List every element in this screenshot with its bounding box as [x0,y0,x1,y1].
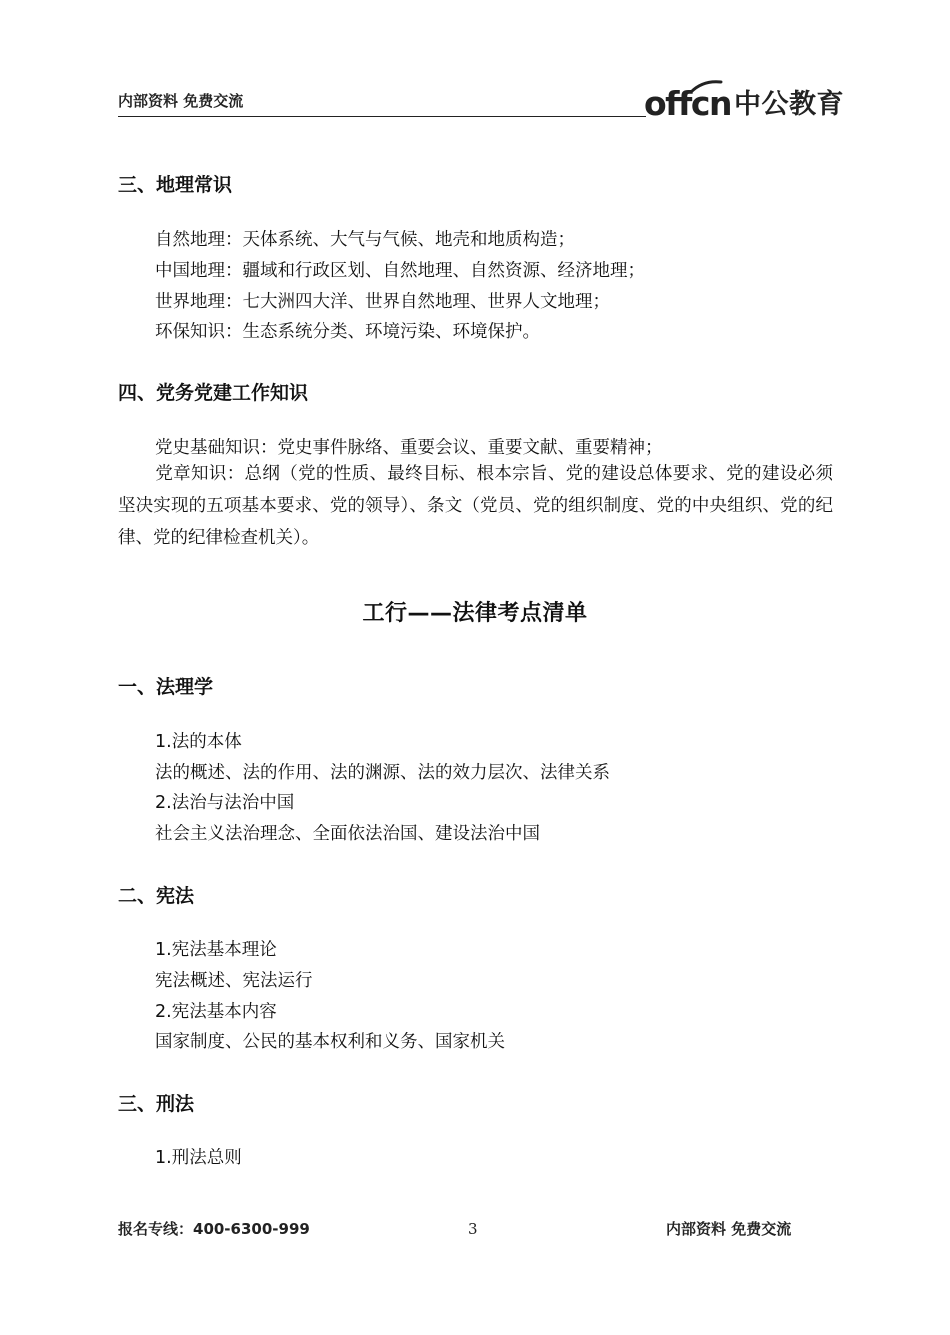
document-title: 工行——法律考点清单 [362,601,588,626]
list-item: 国家制度、公民的基本权利和义务、国家机关 [155,1032,505,1052]
list-item: 中国地理：疆域和行政区划、自然地理、自然资源、经济地理； [155,261,645,281]
section-title-jurisprudence: 一、法理学 [118,676,214,698]
page-number: 3 [468,1220,478,1238]
list-item: 1.宪法基本理论 [155,940,277,960]
offcn-logo [644,80,844,123]
list-item: 自然地理：天体系统、大气与气候、地壳和地质构造； [155,230,575,250]
list-item: 2.宪法基本内容 [155,1002,277,1022]
list-item: 法的概述、法的作用、法的渊源、法的效力层次、法律关系 [155,763,610,783]
list-item: 2.法治与法治中国 [155,793,295,813]
header-rule [118,116,646,117]
footer-right-text: 内部资料 免费交流 [666,1220,792,1238]
logo-latin-text: offcn [644,84,731,123]
list-item: 社会主义法治理念、全面依法治国、建设法治中国 [155,824,540,844]
list-item: 世界地理：七大洲四大洋、世界自然地理、世界人文地理； [155,292,610,312]
header-left-text: 内部资料 免费交流 [118,92,244,110]
footer-hotline: 报名专线：400-6300-999 [118,1220,310,1238]
paragraph-text: 党章知识：总纲（党的性质、最终目标、根本宗旨、党的建设总体要求、党的建设必须坚决实现的五项基本要求、党的领导）、条文（党员、党的组织制度、党的中央组织、党的纪律、党的纪律检查机关）。 [118,464,833,548]
paragraph-party-constitution [118,458,833,554]
list-item: 1.刑法总则 [155,1148,242,1168]
section-title-criminal-law: 三、刑法 [118,1093,195,1115]
list-item: 宪法概述、宪法运行 [155,971,313,991]
logo-swoosh-icon [689,78,723,94]
section-title-party: 四、党务党建工作知识 [118,382,309,404]
list-item: 环保知识：生态系统分类、环境污染、环境保护。 [155,322,540,342]
section-title-constitution: 二、宪法 [118,885,195,907]
logo-chinese-text: 中公教育 [733,89,844,120]
list-item: 党史基础知识：党史事件脉络、重要会议、重要文献、重要精神； [155,438,663,458]
section-title-geography: 三、地理常识 [118,174,233,196]
list-item: 1.法的本体 [155,732,242,752]
